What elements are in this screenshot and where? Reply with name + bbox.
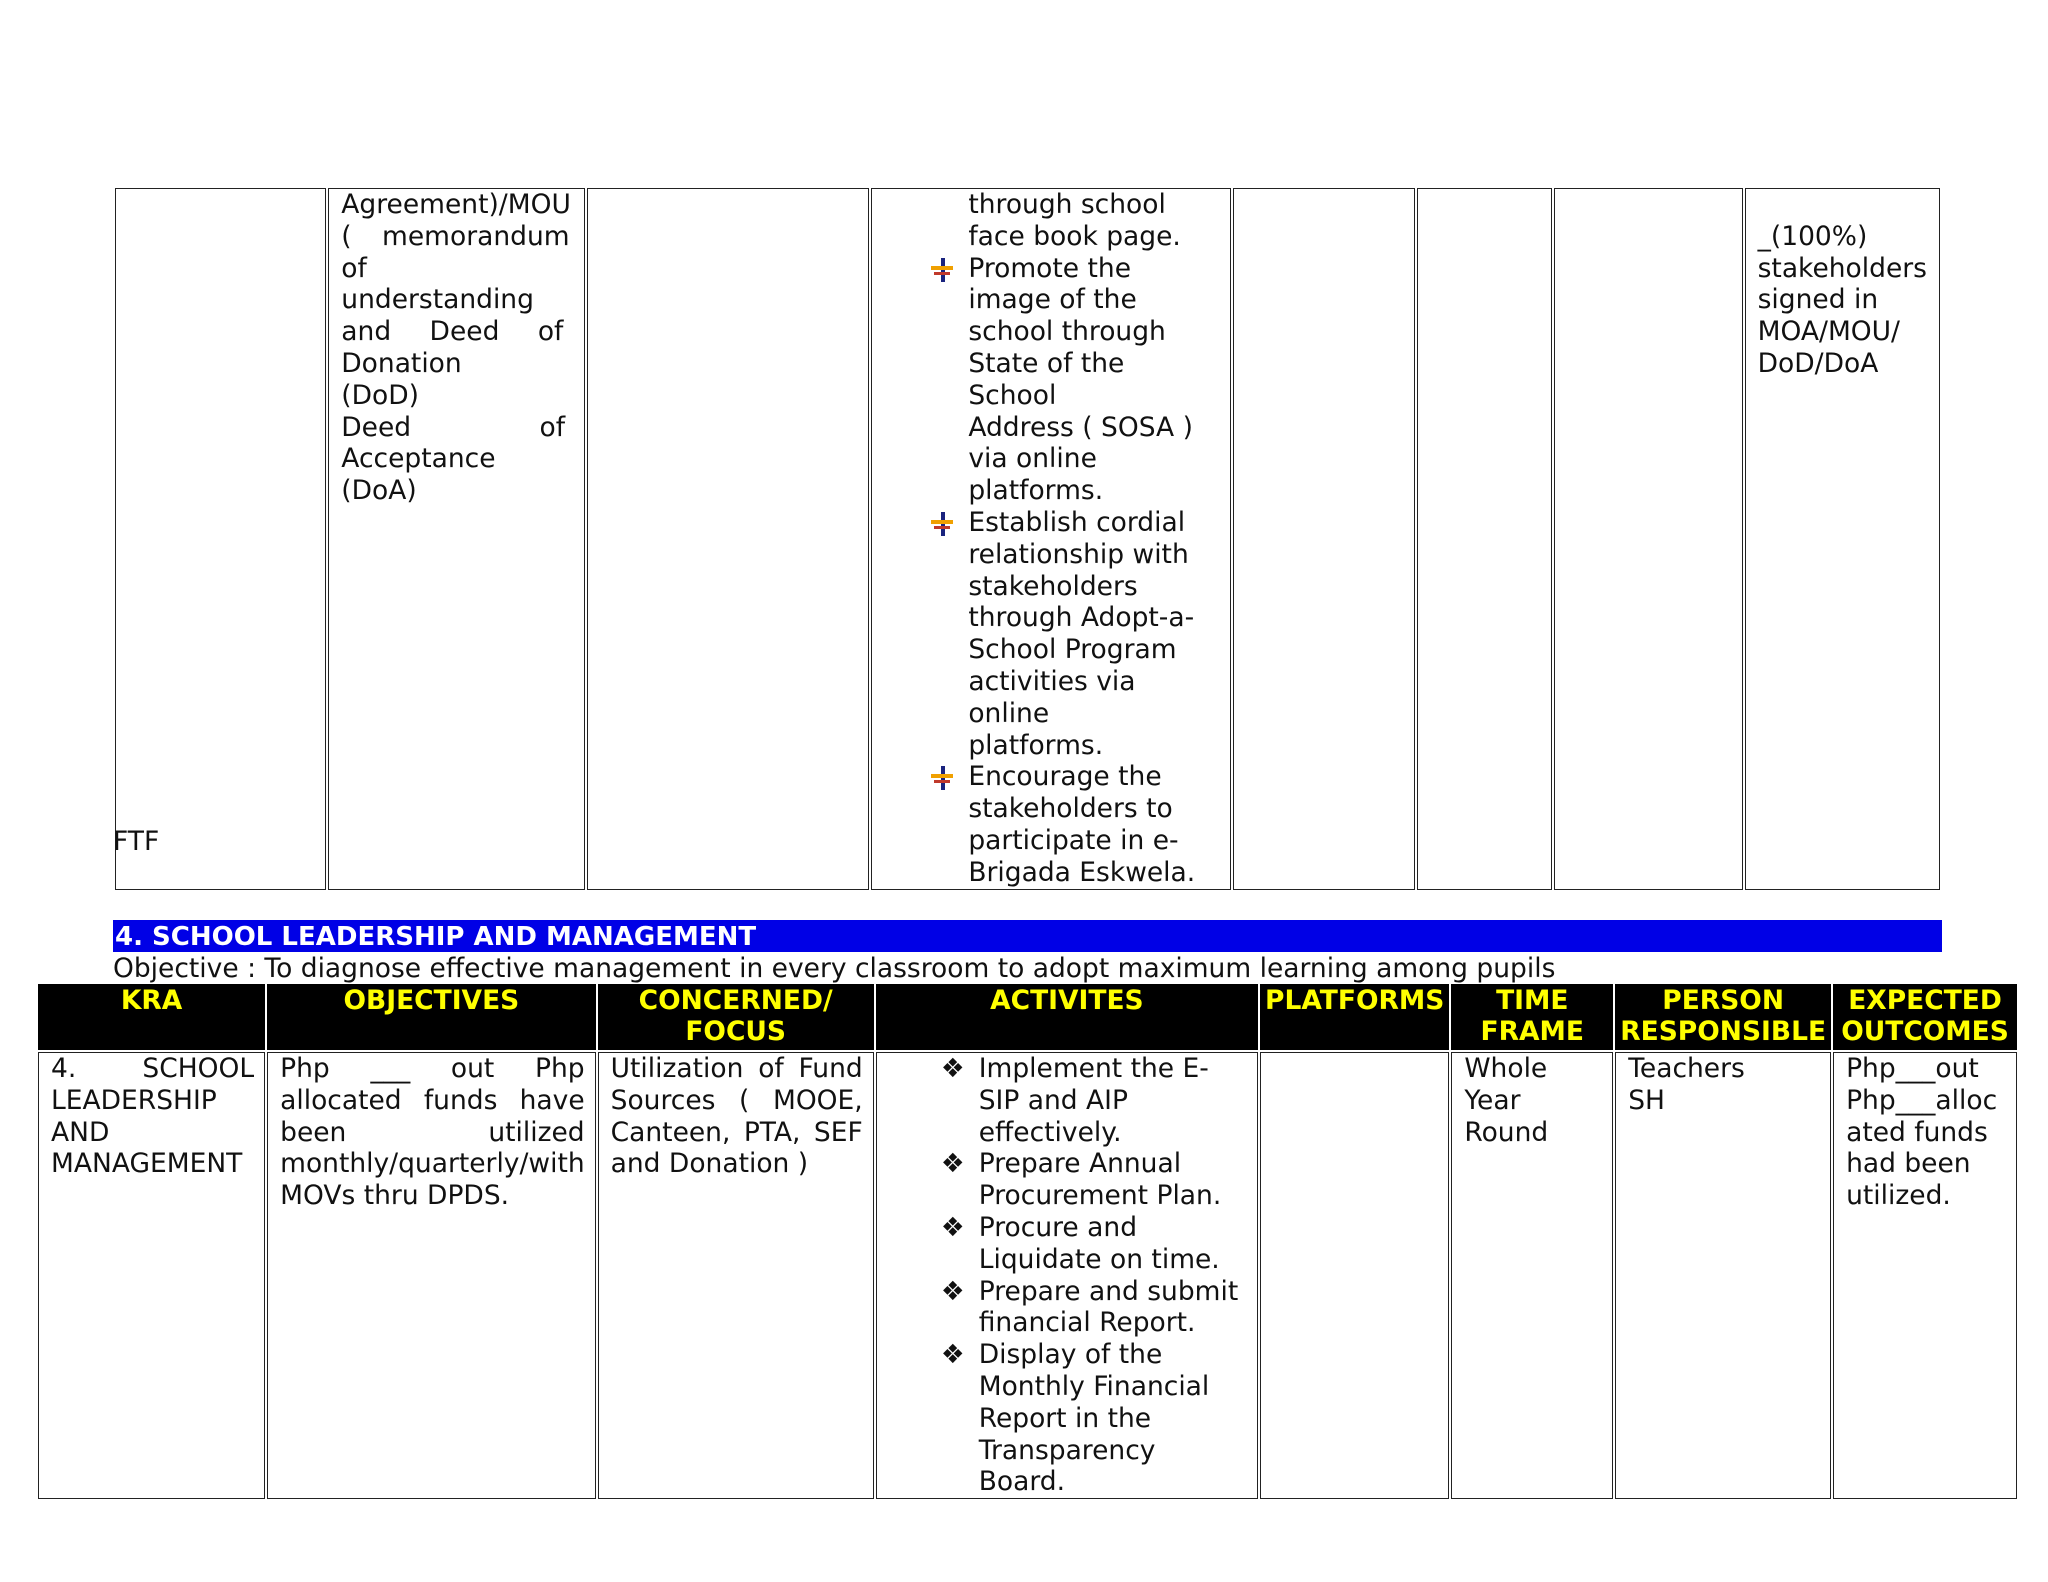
activity-line: school through	[968, 316, 1166, 348]
diamond-bullet-icon: ❖	[940, 1148, 965, 1180]
outcome-line: stakeholders	[1757, 252, 1927, 284]
outcome-line: Php___out	[1846, 1053, 1979, 1084]
header-person-responsible: PERSON RESPONSIBLE	[1615, 984, 1831, 1050]
activity-line: Promote the	[968, 252, 1132, 284]
activity-line: platforms.	[968, 729, 1104, 761]
list-item: ❖ Prepare and submit financial Report.	[933, 1276, 1247, 1340]
activity-line: Address ( SOSA )	[968, 411, 1193, 443]
outcome-line: MOA/MOU/	[1757, 316, 1900, 348]
objectives-cell: Php ___ out Php allocated funds have been utilized monthly/quarterly/with MOVs thru DPDS.	[267, 1052, 596, 1499]
outcome-line: ated funds	[1846, 1116, 1988, 1148]
time-frame-cell: Whole Year Round	[1451, 1052, 1613, 1499]
cross-bullet-icon	[931, 766, 953, 790]
time-frame-cell	[1417, 188, 1552, 890]
activities-list	[922, 253, 1218, 889]
activity-line: Brigada Eskwela.	[968, 856, 1196, 888]
objectives-cell	[328, 188, 585, 890]
diamond-bullet-icon: ❖	[940, 1275, 965, 1307]
platforms-cell	[1233, 188, 1415, 890]
section-objective: Objective : To diagnose effective management in every classroom to adopt maximum learning among pupils	[113, 953, 1556, 984]
activity-line: through school	[968, 189, 1166, 220]
list-item	[922, 253, 1218, 507]
activity-line: via online	[968, 443, 1097, 475]
diamond-bullet-icon: ❖	[940, 1211, 965, 1243]
cross-bullet-icon	[931, 258, 953, 282]
list-item: ❖ Implement the E-SIP and AIP effectively.	[933, 1053, 1247, 1148]
section-title: 4. SCHOOL LEADERSHIP AND MANAGEMENT	[113, 920, 1942, 952]
outcome-line: DoD/DoA	[1757, 347, 1879, 379]
outcome-line: utilized.	[1846, 1180, 1951, 1212]
continuation-table	[113, 186, 1942, 892]
header-time-frame: TIME FRAME	[1451, 984, 1613, 1050]
person-line: Teachers	[1628, 1053, 1745, 1084]
footer-note: FTF	[113, 826, 160, 857]
platforms-cell	[1260, 1052, 1449, 1499]
list-item: ❖ Procure and Liquidate on time.	[933, 1212, 1247, 1276]
activity-line: School Program	[968, 634, 1177, 666]
activity-line: face book page.	[968, 220, 1181, 252]
diamond-bullet-icon: ❖	[940, 1053, 965, 1084]
kra-cell: 4. SCHOOL LEADERSHIP AND MANAGEMENT	[38, 1052, 265, 1499]
objective-line: Deed of	[341, 411, 566, 443]
activities-cell	[871, 188, 1231, 890]
header-platforms: PLATFORMS	[1260, 984, 1449, 1050]
activity-line: platforms.	[968, 475, 1104, 507]
activity-line: activities via online	[968, 665, 1136, 729]
person-responsible-cell	[1554, 188, 1743, 890]
activity-line: image of the	[968, 284, 1137, 316]
header-activities: ACTIVITES	[876, 984, 1258, 1050]
activity-line: Establish cordial	[968, 506, 1186, 538]
kra-cell	[115, 188, 326, 890]
outcomes-cell	[1833, 1052, 2017, 1499]
outcomes-cell	[1745, 188, 1940, 890]
objective-line: ( memorandum	[341, 220, 570, 252]
activity-line: stakeholders	[968, 570, 1138, 602]
list-item: ❖ Display of the Monthly Financial Report in the Transparency Board.	[933, 1339, 1247, 1498]
person-line: SH	[1628, 1084, 1665, 1116]
objective-line: Acceptance	[341, 443, 496, 475]
table-row	[38, 1052, 2017, 1499]
header-objectives: OBJECTIVES	[267, 984, 596, 1050]
table-row	[115, 188, 1940, 890]
activity-line: State of the School	[968, 347, 1125, 411]
list-item	[922, 761, 1218, 888]
activity-line: participate in e-	[968, 824, 1179, 856]
header-expected-outcomes: EXPECTED OUTCOMES	[1833, 984, 2017, 1050]
cross-bullet-icon	[931, 512, 953, 536]
objective-line: Agreement)/MOU	[341, 189, 571, 220]
header-kra: KRA	[38, 984, 265, 1050]
objective-line: of understanding	[341, 252, 534, 316]
leadership-table	[36, 982, 2019, 1501]
activities-cell	[876, 1052, 1258, 1499]
activity-line: Encourage the	[968, 761, 1162, 793]
objective-line: (DoA)	[341, 475, 417, 507]
objective-line: Donation (DoD)	[341, 347, 462, 411]
focus-cell	[587, 188, 869, 890]
person-responsible-cell	[1615, 1052, 1831, 1499]
activity-line: through Adopt-a-	[968, 602, 1195, 634]
header-row	[38, 984, 2017, 1050]
list-item: ❖ Prepare Annual Procurement Plan.	[933, 1148, 1247, 1212]
activities-list	[933, 1053, 1247, 1498]
activity-line: stakeholders to	[968, 793, 1173, 825]
outcome-line: Php___alloc	[1846, 1084, 1998, 1116]
outcome-line: _(100%)	[1757, 220, 1868, 252]
outcome-line: had been	[1846, 1148, 1971, 1180]
objective-line: and Deed of	[341, 316, 564, 348]
header-focus: CONCERNED/ FOCUS	[598, 984, 874, 1050]
focus-cell: Utilization of Fund Sources ( MOOE, Canteen, PTA, SEF and Donation )	[598, 1052, 874, 1499]
outcome-line: signed in	[1757, 284, 1879, 316]
activity-line: relationship with	[968, 538, 1189, 570]
list-item	[922, 507, 1218, 761]
diamond-bullet-icon: ❖	[940, 1339, 965, 1371]
